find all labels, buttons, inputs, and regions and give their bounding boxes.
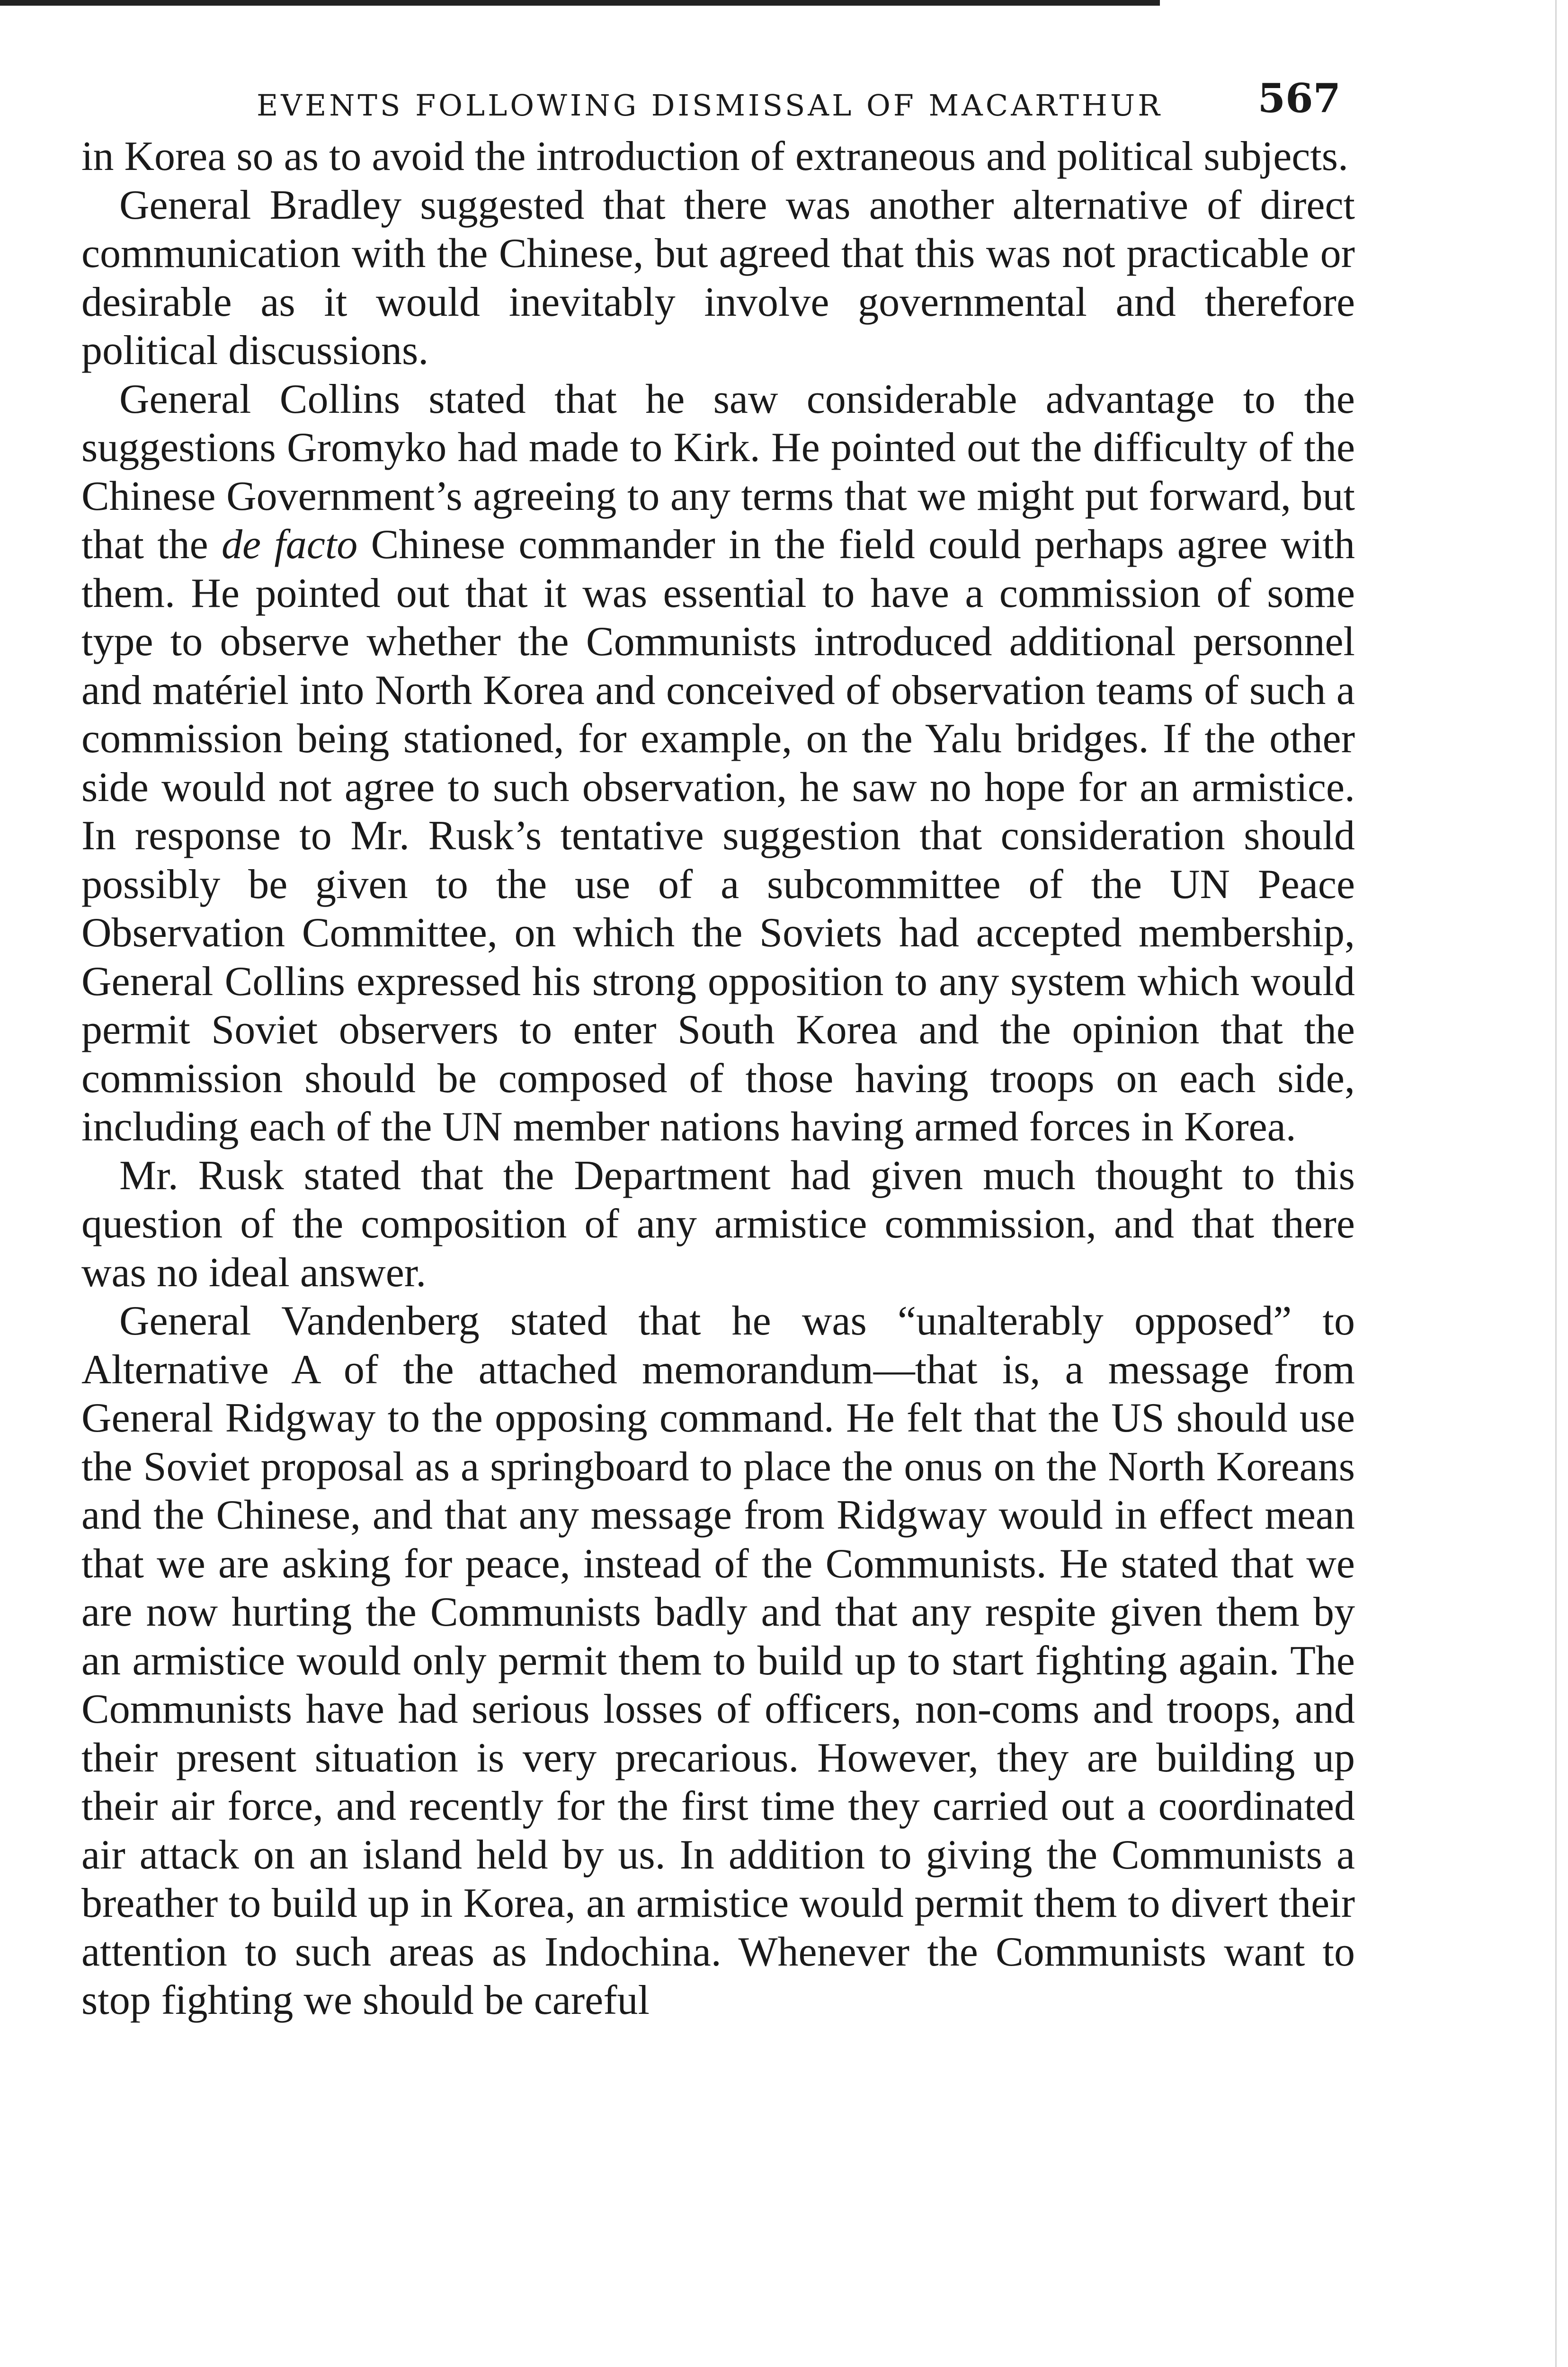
document-page xyxy=(81,71,1355,2025)
top-border-rule xyxy=(0,0,1160,6)
page-number: 567 xyxy=(1257,75,1341,122)
running-title: EVENTS FOLLOWING DISMISSAL OF MACARTHUR xyxy=(257,88,1163,123)
paragraph-rusk: Mr. Rusk stated that the Department had given much thought to this question of the composition of any armistice commission, and that there was no ideal answer. xyxy=(81,1152,1355,1296)
italic-de-facto: de facto xyxy=(222,522,358,568)
paragraph-collins-part-1: General Collins stated that he saw considerable advantage to the suggestions Gromyko had made to Kirk. He pointed out the difficulty of the Chinese Government’s agreeing to any terms that we might put forward, but that the xyxy=(81,376,1355,568)
paragraph-collins-part-2: Chinese commander in the field could perhaps agree with them. He pointed out that it was essential to have a commission of some type to observe whether the Communists introduced additional personnel and matériel into North Korea and conceived of observation teams of such a commission being stationed, for example, on the Yalu bridges. If the other side would not agree to such observation, he saw no hope for an armistice. In response to Mr. Rusk’s tentative suggestion that consideration should possibly be given to the use of a subcommittee of the UN Peace Observation Committee, on which the Soviets had accepted membership, General Collins expressed his strong opposition to any system which would permit Soviet observers to enter South Korea and the opinion that the commission should be composed of those having troops on each side, including each of the UN member nations having armed forces in Korea. xyxy=(81,522,1355,1150)
body-text xyxy=(81,133,1355,2025)
running-header xyxy=(81,71,1355,128)
page-edge-shadow xyxy=(1555,0,1557,2367)
paragraph-vandenberg: General Vandenberg stated that he was “unalterably opposed” to Alternative A of the attached memorandum—that is, a message from General Ridgway to the opposing command. He felt that the US should use the Soviet proposal as a springboard to place the onus on the North Koreans and the Chinese, and that any message from Ridgway would in effect mean that we are asking for peace, instead of the Communists. He stated that we are now hurting the Communists badly and that any respite given them by an armistice would only permit them to build up to start fighting again. The Communists have had serious losses of officers, non-coms and troops, and their present situation is very precarious. However, they are building up their air force, and recently for the first time they carried out a coordinated air attack on an island held by us. In addition to giving the Communists a breather to build up in Korea, an armistice would permit them to divert their attention to such areas as Indochina. Whenever the Communists want to stop fighting we should be careful xyxy=(81,1298,1355,2023)
paragraph-bradley: General Bradley suggested that there was another alternative of direct communication with the Chinese, but agreed that this was not practicable or desirable as it would inevitably involve governmental and therefore political discussions. xyxy=(81,182,1355,374)
paragraph-collins xyxy=(81,375,1355,1152)
paragraph-continuation: in Korea so as to avoid the introduction of extraneous and political subjects. xyxy=(81,133,1349,179)
